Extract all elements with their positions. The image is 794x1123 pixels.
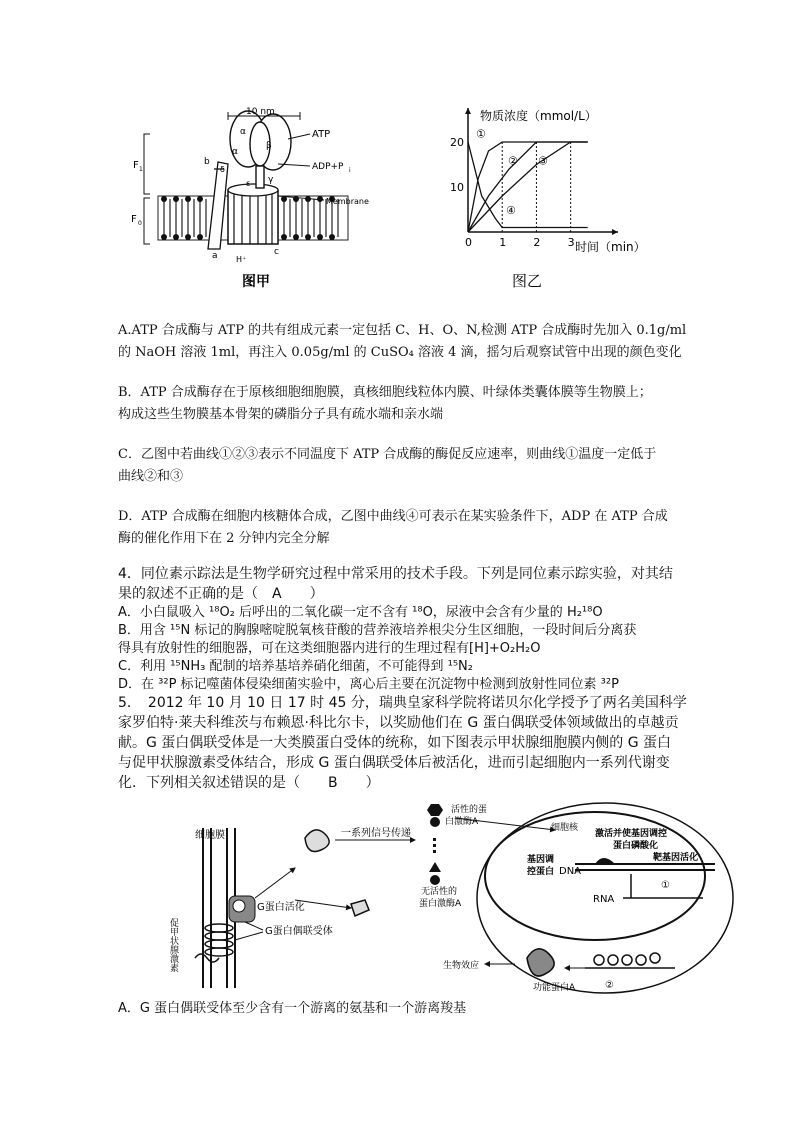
q4-option-c: C．利用 ¹⁵NH₃ 配制的培养基培养硝化细菌，不可能得到 ¹⁵N₂ xyxy=(118,659,473,674)
option-3a: A.ATP 合成酶与 ATP 的共有组成元素一定包括 C、H、O、N,检测 ATP 合成酶时先加入 0.1g/ml 的 NaOH 溶液 1ml，再注入 0.05g/ml 的 CuSO₄ 溶液 4 滴，摇匀后观察试管中出现的颜色变化 xyxy=(118,323,687,360)
f1-head xyxy=(230,111,291,188)
membrane-label: 细胞膜 xyxy=(195,830,225,841)
atp-label: ATP xyxy=(312,129,331,140)
size-label: 10 nm xyxy=(246,107,275,117)
svg-text:1: 1 xyxy=(139,166,143,173)
signal-label: 一系列信号传递 xyxy=(341,828,411,839)
figure-b-caption: 图乙 xyxy=(512,272,543,290)
svg-text:无活性的: 无活性的 xyxy=(421,887,458,897)
g-rec-label: G蛋白偶联受体 xyxy=(265,926,333,937)
f0-label: F xyxy=(131,214,137,225)
svg-text:靶基因活化: 靶基因活化 xyxy=(653,853,699,863)
adp-label: ADP+P xyxy=(312,162,344,172)
chart-ylabel: 物质浓度（mmol/L） xyxy=(480,109,597,123)
tsh-label: 促甲状腺激素 xyxy=(168,918,178,972)
svg-text:控蛋白: 控蛋白 xyxy=(527,867,555,877)
chart-xlabel: 时间（min） xyxy=(575,240,646,254)
x-tick-label: 2 xyxy=(533,236,541,249)
q4-option-a: A．小白鼠吸入 ¹⁸O₂ 后呼出的二氧化碳一定不含有 ¹⁸O，尿液中会含有少量的 H₂¹⁸O xyxy=(118,605,603,620)
svg-text:c: c xyxy=(274,247,279,257)
f0-ring xyxy=(228,184,278,244)
q4-stem-1: 4．同位素示踪法是生物学研究过程中常采用的技术手段。下列是同位素示踪实验，对其结 xyxy=(118,566,673,582)
figure-b xyxy=(440,104,680,299)
svg-text:α: α xyxy=(240,127,246,137)
svg-text:激活并使基因调控: 激活并使基因调控 xyxy=(595,829,668,839)
concentration-chart xyxy=(440,104,680,299)
g-protein-pathway-diagram xyxy=(155,798,735,998)
series-label: ④ xyxy=(506,204,516,217)
series-label: ③ xyxy=(538,154,548,168)
svg-text:①: ① xyxy=(661,880,670,891)
y-axis-arrow xyxy=(465,108,471,114)
q4-option-d: D．在 ³²P 标记噬菌体侵染细菌实验中，离心后主要在沉淀物中检测到放射性同位素 ³²P xyxy=(118,677,619,692)
svg-text:活性的蛋: 活性的蛋 xyxy=(451,805,488,815)
svg-text:基因调: 基因调 xyxy=(527,855,555,865)
reg-protein-icon xyxy=(595,858,615,864)
svg-text:δ: δ xyxy=(220,165,225,174)
q4-option-b2: 得具有放射性的细胞器，可在这类细胞器内进行的生理过程有[H]+O₂H₂O xyxy=(118,641,541,656)
bio-effect-label: 生物效应 xyxy=(443,961,480,971)
inactive-kinase-icon xyxy=(429,862,441,885)
g-act-label: G蛋白活化 xyxy=(257,902,305,913)
rna-label: RNA xyxy=(593,894,615,905)
svg-text:②: ② xyxy=(605,980,614,991)
figure-a xyxy=(128,104,408,294)
func-protein-label: 功能蛋白A xyxy=(533,983,576,993)
svg-text:ε: ε xyxy=(246,179,251,188)
series-line xyxy=(468,142,588,232)
svg-text:蛋白磷酸化: 蛋白磷酸化 xyxy=(613,841,659,851)
svg-text:H⁺: H⁺ xyxy=(236,255,247,264)
series-line xyxy=(468,142,588,232)
option-3d: D．ATP 合成酶在细胞内核糖体合成，乙图中曲线④可表示在某实验条件下，ADP 在 ATP 合成 酶的催化作用下在 2 分钟内完全分解 xyxy=(118,509,668,546)
atp-synthase-diagram xyxy=(128,104,408,294)
svg-text:蛋白激酶A: 蛋白激酶A xyxy=(419,899,462,909)
series-label: ① xyxy=(476,127,486,141)
x-tick-label: 3 xyxy=(567,236,575,249)
question-5: 5． 2012 年 10 月 10 日 17 时 45 分，瑞典皇家科学院将诺贝尔化学授予了两名美国科学 家罗伯特·莱夫科维茨与布赖恩·科比尔卡，以奖励他们在 G 蛋白偶联受体领域做出的卓越贡 献。G 蛋白偶联受体是一大类膜蛋白受体的统称，如下图表示甲状腺细胞膜内侧的 G 蛋白 与促甲状腺激素受体结合，形成 G 蛋白偶联受体后被活化，进而引起细胞内一系列代谢变 化．下列相关叙述错误的是（ B ） xyxy=(118,695,687,791)
question-4 xyxy=(118,564,698,694)
x-axis-arrow xyxy=(612,229,618,235)
option-3c: C．乙图中若曲线①②③表示不同温度下 ATP 合成酶的酶促反应速率，则曲线①温度一定低于 曲线②和③ xyxy=(118,447,657,484)
y-tick-label: 20 xyxy=(450,136,464,149)
svg-text:a: a xyxy=(212,251,218,261)
x-tick-label: 0 xyxy=(465,236,472,249)
active-kinase-icon xyxy=(427,804,443,827)
series-line xyxy=(468,142,588,232)
svg-text:α: α xyxy=(232,147,238,157)
svg-text:0: 0 xyxy=(138,220,142,227)
x-tick-label: 1 xyxy=(499,236,507,249)
y-tick-label: 10 xyxy=(450,181,464,194)
p1-label: F xyxy=(133,160,139,171)
q4-stem-2: 果的叙述不正确的是（ A ） xyxy=(118,586,324,602)
nucleus-label: 细胞核 xyxy=(551,823,579,833)
ribosome-chain xyxy=(585,953,675,968)
functional-protein-icon xyxy=(527,949,554,976)
svg-text:i: i xyxy=(349,167,351,174)
series-label: ② xyxy=(508,154,518,168)
series-line xyxy=(468,142,588,228)
svg-text:白激酶A: 白激酶A xyxy=(445,817,479,827)
q4-option-b1: B．用含 ¹⁵N 标记的胸腺嘧啶脱氧核苷酸的营养液培养根尖分生区细胞，一段时间后分离获 xyxy=(118,623,637,638)
figure-c xyxy=(155,798,735,998)
figure-a-caption: 图甲 xyxy=(242,274,270,290)
svg-text:b: b xyxy=(204,157,210,167)
option-3b: B．ATP 合成酶存在于原核细胞细胞膜，真核细胞线粒体内膜、叶绿体类囊体膜等生物膜上； 构成这些生物膜基本骨架的磷脂分子具有疏水端和亲水端 xyxy=(118,385,652,422)
g-protein-icon xyxy=(229,896,255,922)
q5-option-a: A．G 蛋白偶联受体至少含有一个游离的氨基和一个游离羧基 xyxy=(118,1001,467,1016)
dna-label: DNA xyxy=(559,866,582,877)
svg-text:β: β xyxy=(266,141,272,151)
membrane-label: Membrane xyxy=(326,197,369,206)
svg-text:γ: γ xyxy=(268,175,274,185)
